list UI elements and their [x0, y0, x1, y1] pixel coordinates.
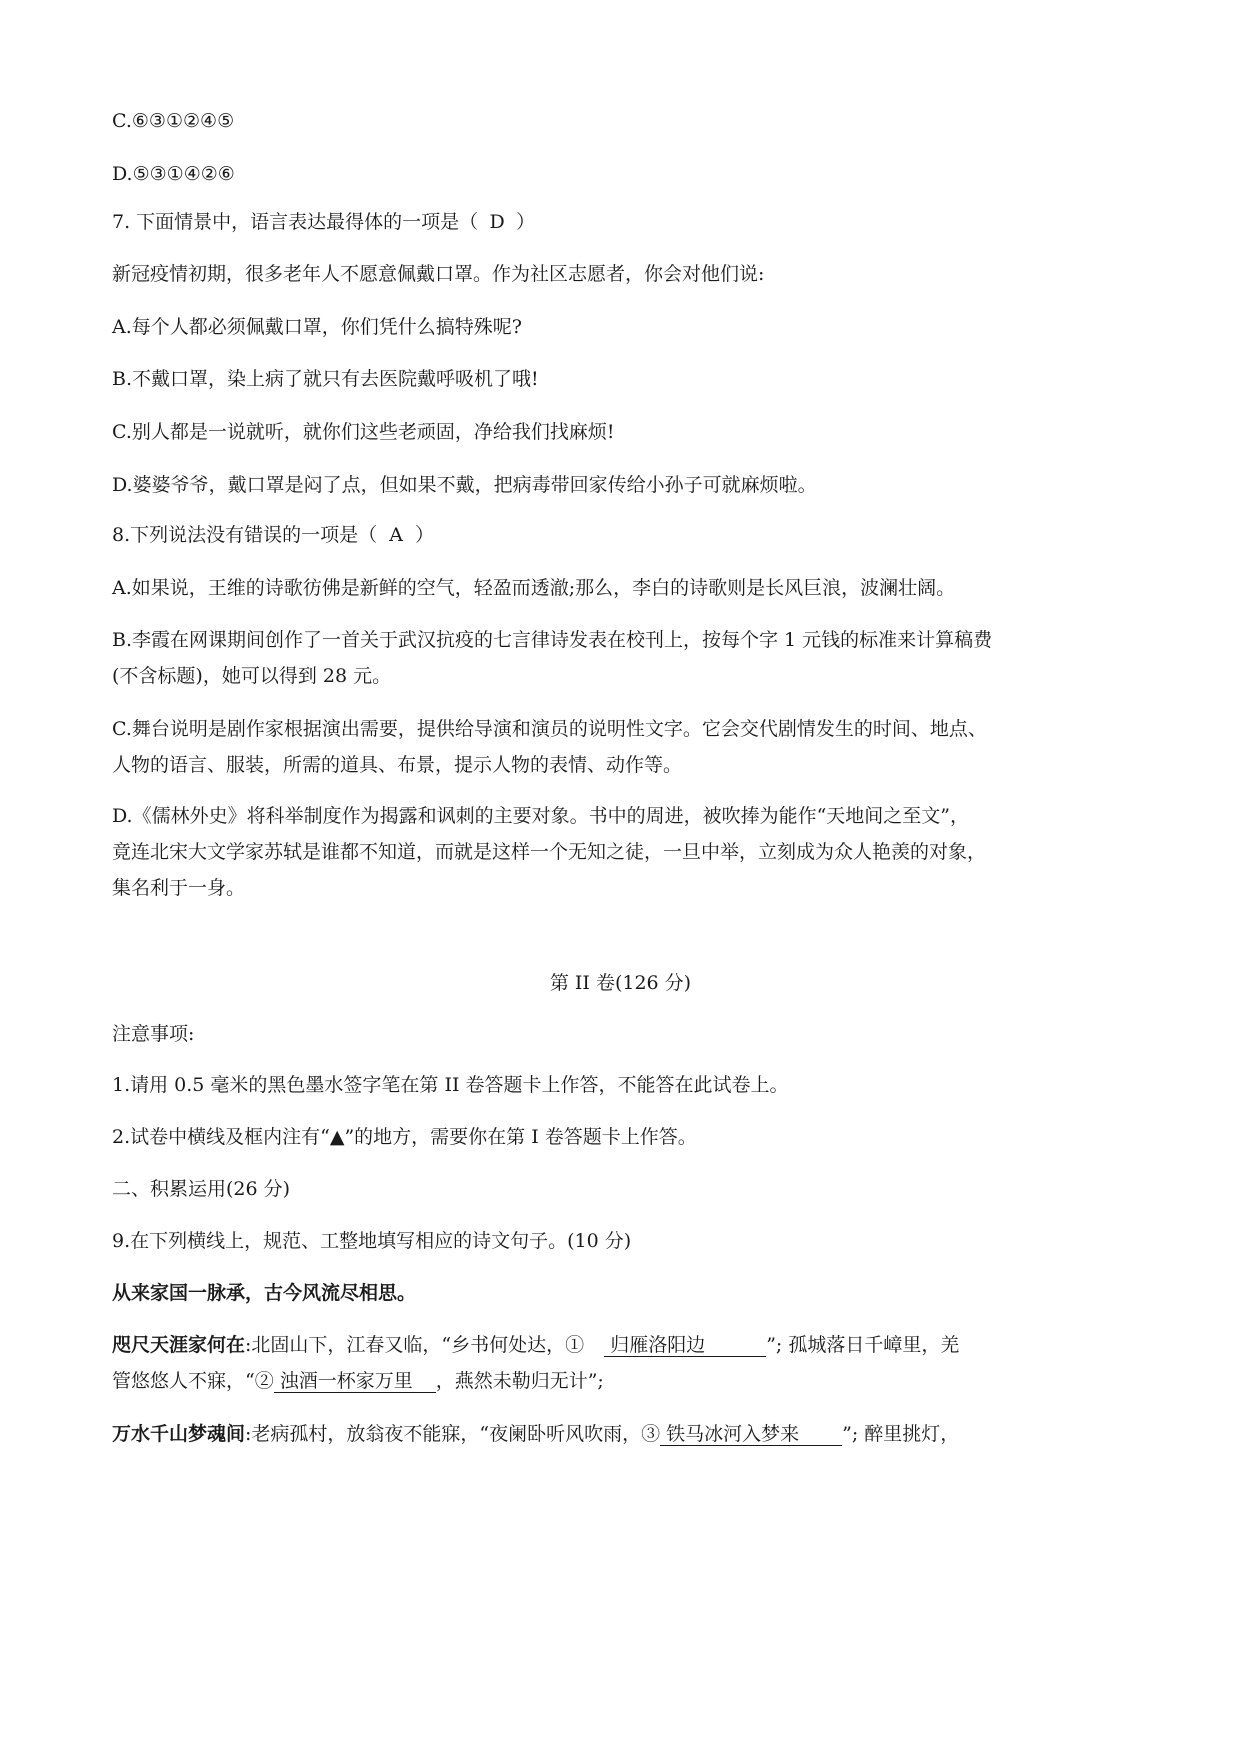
q9-theme: 从来家国一脉承，古今风流尽相思。	[112, 1282, 417, 1304]
q8-option-d-line3: 集名利于一身。	[112, 877, 246, 899]
q9-paragraph-2-text-b: ”; 醉里挑灯，	[842, 1423, 960, 1445]
q9-paragraph-1-title: 咫尺天涯家何在	[112, 1334, 246, 1356]
q8-option-a: A.如果说，王维的诗歌彷佛是新鲜的空气，轻盈而透澈;那么，李白的诗歌则是长风巨浪，波澜壮阔。	[112, 577, 956, 599]
q9-paragraph-1-text-d: ，燕然未勒归无计”;	[435, 1370, 604, 1392]
q9-blank-1: 归雁洛阳边	[604, 1334, 766, 1357]
q9-paragraph-2-title: 万水千山梦魂间	[112, 1423, 246, 1445]
q7-stem-text: 7. 下面情景中，语言表达最得体的一项是（	[112, 211, 479, 233]
notice-heading: 注意事项:	[112, 1023, 195, 1045]
q8-stem-close: ）	[415, 524, 435, 546]
q8-stem-text: 8.下列说法没有错误的一项是（	[112, 524, 378, 546]
q9-paragraph-1-text-b: ”; 孤城落日千嶂里，羌	[766, 1334, 960, 1356]
q9-paragraph-2-line1	[112, 1421, 959, 1447]
notice-item-2: 2.试卷中横线及框内注有“▲”的地方，需要你在第 I 卷答题卡上作答。	[112, 1126, 697, 1148]
q9-blank-2: 浊酒一杯家万里	[274, 1370, 436, 1393]
part-heading: 二、积累运用(26 分)	[112, 1178, 291, 1200]
q8-option-c-line1: C.舞台说明是剧作家根据演出需要，提供给导演和演员的说明性文字。它会交代剧情发生的时间、地点、	[112, 718, 987, 740]
q8-option-d-line2: 竟连北宋大文学家苏轼是谁都不知道，而就是这样一个无知之徒，一旦中举，立刻成为众人艳羡的对象，	[112, 841, 987, 863]
q6-option-d: D.⑤③①④②⑥	[112, 163, 235, 185]
section-title: 第 II 卷(126 分)	[549, 972, 692, 994]
q9-paragraph-1-line2	[112, 1368, 604, 1394]
q7-answer: D	[489, 211, 505, 233]
q9-stem: 9.在下列横线上，规范、工整地填写相应的诗文句子。(10 分)	[112, 1230, 632, 1252]
q8-option-c-line2: 人物的语言、服装，所需的道具、布景，提示人物的表情、动作等。	[112, 754, 683, 776]
q9-paragraph-1-text-c: 管悠悠人不寐，“②	[112, 1370, 274, 1392]
q7-option-c: C.别人都是一说就听，就你们这些老顽固，净给我们找麻烦!	[112, 421, 615, 443]
q8-stem	[112, 522, 434, 548]
q7-option-d: D.婆婆爷爷，戴口罩是闷了点，但如果不戴，把病毒带回家传给小孙子可就麻烦啦。	[112, 474, 817, 496]
q9-blank-3: 铁马冰河入梦来	[660, 1423, 842, 1446]
q8-option-d-line1: D.《儒林外史》将科举制度作为揭露和讽刺的主要对象。书中的周进，被吹捧为能作“天地间之至文”，	[112, 805, 970, 827]
q6-option-c: C.⑥③①②④⑤	[112, 110, 235, 132]
q9-paragraph-1-line1	[112, 1332, 959, 1358]
q8-option-b-line1: B.李霞在网课期间创作了一首关于武汉抗疫的七言律诗发表在校刊上，按每个字 1 元钱的标准来计算稿费	[112, 629, 993, 651]
q7-stem-close: ）	[516, 211, 536, 233]
q7-context: 新冠疫情初期，很多老年人不愿意佩戴口罩。作为社区志愿者，你会对他们说:	[112, 263, 765, 285]
q8-answer: A	[389, 524, 403, 546]
q7-option-a: A.每个人都必须佩戴口罩，你们凭什么搞特殊呢?	[112, 316, 522, 338]
q7-stem	[112, 209, 535, 235]
q9-paragraph-2-text-a: :老病孤村，放翁夜不能寐，“夜阑卧听风吹雨，③	[245, 1423, 661, 1445]
notice-item-1: 1.请用 0.5 毫米的黑色墨水签字笔在第 II 卷答题卡上作答，不能答在此试卷上。	[112, 1074, 789, 1096]
q8-option-b-line2: (不含标题)，她可以得到 28 元。	[112, 665, 392, 687]
q9-paragraph-1-text-a: :北固山下，江春又临，“乡书何处达，①	[245, 1334, 585, 1356]
q7-option-b: B.不戴口罩，染上病了就只有去医院戴呼吸机了哦!	[112, 368, 539, 390]
